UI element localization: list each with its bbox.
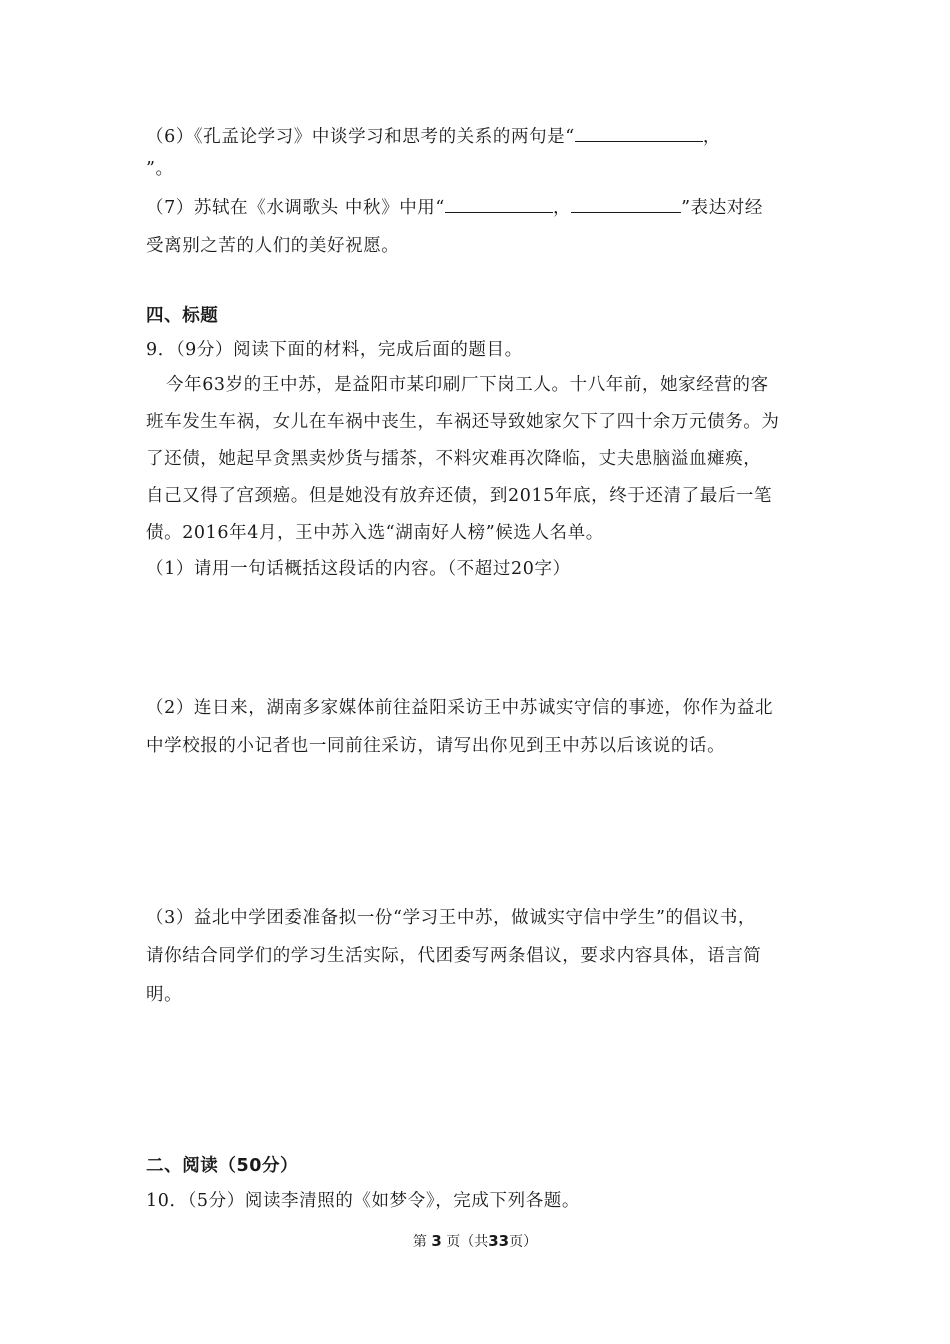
footer-prefix: 第: [412, 1234, 427, 1250]
q9-passage-line: 今年63岁的王中苏，是益阳市某印刷厂下岗工人。十八年前，她家经营的客: [166, 375, 769, 395]
q6-text-prefix: （6）《孔孟论学习》中谈学习和思考的关系的两句是“: [146, 127, 575, 147]
total-pages: 33: [488, 1232, 510, 1250]
q9-sub3-line: 明。: [146, 985, 183, 1005]
q7-text-suffix: ”表达对经: [681, 198, 764, 218]
q9-passage-line: 债。2016年4月，王中苏入选“湖南好人榜”候选人名单。: [146, 523, 604, 543]
q7-text-prefix: （7）苏轼在《水调歌头 中秋》中用“: [146, 198, 445, 218]
q6-line2: ”。: [146, 159, 174, 179]
q9-sub3-line: （3）益北中学团委准备拟一份“学习王中苏，做诚实守信中学生”的倡议书，: [146, 908, 757, 928]
q7-line1: [146, 196, 763, 219]
q9-sub3-line: 请你结合同学们的学习生活实际，代团委写两条倡议，要求内容具体，语言简: [146, 946, 762, 966]
q9-passage-line: 班车发生车祸，女儿在车祸中丧生，车祸还导致她家欠下了四十余万元债务。为: [146, 412, 780, 432]
footer-middle: 页（共: [446, 1234, 489, 1250]
page-footer: [0, 1231, 950, 1252]
section-heading: 二、阅读（50分）: [146, 1156, 299, 1176]
q9-stem: 9．（9分）阅读下面的材料，完成后面的题目。: [146, 340, 523, 360]
q9-sub2-line: （2）连日来，湖南多家媒体前往益阳采访王中苏诚实守信的事迹，你作为益北: [146, 698, 774, 718]
q10-stem: 10．（5分）阅读李清照的《如梦令》，完成下列各题。: [146, 1191, 581, 1211]
q9-sub2-line: 中学校报的小记者也一同前往采访，请写出你见到王中苏以后该说的话。: [146, 736, 726, 756]
q6-line1: [146, 125, 721, 148]
q9-sub1: （1）请用一句话概括这段话的内容。（不超过20字）: [146, 559, 571, 579]
answer-blank: [571, 196, 681, 213]
q7-line2: 受离别之苦的人们的美好祝愿。: [146, 236, 400, 256]
q9-passage-line: 自己又得了宫颈癌。但是她没有放弃还债，到2015年底，终于还清了最后一笔: [146, 486, 773, 506]
page-number: 3: [431, 1232, 442, 1250]
answer-blank: [445, 196, 553, 213]
answer-blank: [575, 125, 703, 142]
q6-text-suffix: ，: [702, 127, 721, 147]
section-heading: 四、标题: [146, 306, 219, 326]
q7-text-mid: ，: [552, 198, 572, 218]
footer-suffix: 页）: [509, 1234, 538, 1250]
q9-passage-line: 了还债，她起早贪黑卖炒货与擂茶，不料灾难再次降临，丈夫患脑溢血瘫痪，: [146, 449, 762, 469]
